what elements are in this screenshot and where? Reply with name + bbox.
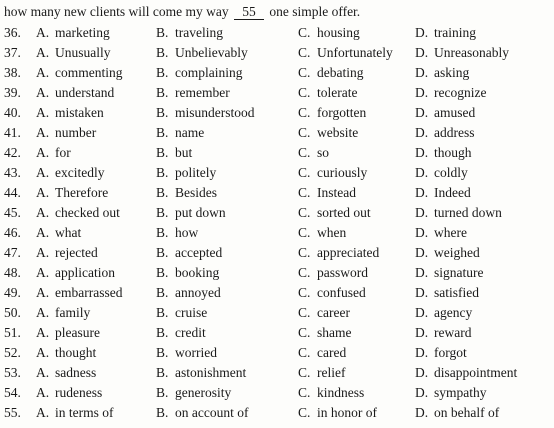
option-text: housing	[317, 25, 360, 40]
question-number: 52.	[4, 345, 21, 360]
option-text: application	[55, 265, 115, 280]
option-d	[415, 343, 467, 363]
option-text: Unbelievably	[175, 45, 248, 60]
option-a	[36, 103, 104, 123]
option-text: rejected	[55, 245, 98, 260]
option-letter: D.	[415, 125, 429, 140]
option-c	[298, 303, 350, 323]
question-number: 38.	[4, 65, 21, 80]
option-text: Unfortunately	[317, 45, 393, 60]
option-text: confused	[317, 285, 366, 300]
option-a	[36, 83, 114, 103]
option-c	[298, 223, 346, 243]
intro-blank: 55	[234, 5, 264, 20]
option-text: Indeed	[434, 185, 471, 200]
option-text: recognize	[434, 85, 487, 100]
option-text: what	[55, 225, 82, 240]
question-number: 48.	[4, 265, 21, 280]
option-c	[298, 123, 358, 143]
option-letter: A.	[36, 205, 50, 220]
option-text: curiously	[317, 165, 368, 180]
option-letter: B.	[156, 145, 169, 160]
option-d	[415, 43, 509, 63]
option-b	[156, 203, 226, 223]
question-row	[4, 303, 554, 323]
question-row	[4, 343, 554, 363]
option-d	[415, 163, 468, 183]
question-row	[4, 263, 554, 283]
option-letter: B.	[156, 225, 169, 240]
option-letter: C.	[298, 405, 311, 420]
option-d	[415, 123, 475, 143]
option-text: understand	[55, 85, 115, 100]
option-letter: B.	[156, 105, 169, 120]
option-letter: C.	[298, 105, 311, 120]
question-number: 40.	[4, 105, 21, 120]
option-b	[156, 63, 243, 83]
option-text: password	[317, 265, 368, 280]
question-number: 53.	[4, 365, 21, 380]
option-letter: B.	[156, 25, 169, 40]
option-text: for	[55, 145, 71, 160]
option-c	[298, 343, 346, 363]
question-number: 36.	[4, 25, 21, 40]
option-letter: C.	[298, 225, 311, 240]
option-a	[36, 203, 120, 223]
option-letter: A.	[36, 65, 50, 80]
option-c	[298, 63, 364, 83]
option-text: astonishment	[175, 365, 247, 380]
question-row	[4, 123, 554, 143]
question-number: 50.	[4, 305, 21, 320]
option-text: on behalf of	[434, 405, 500, 420]
option-b	[156, 103, 255, 123]
option-letter: B.	[156, 125, 169, 140]
option-text: reward	[434, 325, 472, 340]
option-letter: D.	[415, 285, 429, 300]
option-letter: A.	[36, 45, 50, 60]
option-b	[156, 403, 248, 423]
option-d	[415, 203, 502, 223]
option-text: checked out	[55, 205, 120, 220]
option-letter: D.	[415, 245, 429, 260]
option-letter: A.	[36, 125, 50, 140]
option-letter: D.	[415, 105, 429, 120]
question-number: 42.	[4, 145, 21, 160]
option-letter: A.	[36, 345, 50, 360]
option-letter: C.	[298, 165, 311, 180]
option-letter: A.	[36, 285, 50, 300]
option-text: forgotten	[317, 105, 367, 120]
question-row	[4, 83, 554, 103]
option-text: Instead	[317, 185, 356, 200]
option-text: debating	[317, 65, 364, 80]
option-d	[415, 63, 469, 83]
question-number: 51.	[4, 325, 21, 340]
option-text: where	[434, 225, 467, 240]
question-number: 55.	[4, 405, 21, 420]
option-letter: A.	[36, 245, 50, 260]
option-text: when	[317, 225, 347, 240]
option-c	[298, 383, 364, 403]
option-text: Besides	[175, 185, 217, 200]
option-a	[36, 243, 98, 263]
option-text: credit	[175, 325, 206, 340]
option-letter: B.	[156, 45, 169, 60]
option-d	[415, 403, 499, 423]
option-d	[415, 383, 487, 403]
option-c	[298, 163, 367, 183]
option-letter: A.	[36, 85, 50, 100]
option-text: family	[55, 305, 91, 320]
option-letter: B.	[156, 405, 169, 420]
option-text: shame	[317, 325, 352, 340]
option-text: booking	[175, 265, 220, 280]
option-b	[156, 83, 230, 103]
question-number: 47.	[4, 245, 21, 260]
option-d	[415, 83, 486, 103]
option-d	[415, 143, 472, 163]
option-b	[156, 163, 216, 183]
option-letter: C.	[298, 385, 311, 400]
question-number: 46.	[4, 225, 21, 240]
option-letter: A.	[36, 365, 50, 380]
option-text: name	[175, 125, 205, 140]
option-d	[415, 223, 467, 243]
option-b	[156, 363, 246, 383]
question-row	[4, 183, 554, 203]
question-number: 54.	[4, 385, 21, 400]
option-letter: B.	[156, 345, 169, 360]
option-text: on account of	[175, 405, 249, 420]
option-text: commenting	[55, 65, 123, 80]
option-letter: C.	[298, 185, 311, 200]
option-b	[156, 283, 221, 303]
option-text: mistaken	[55, 105, 104, 120]
option-b	[156, 223, 198, 243]
option-letter: B.	[156, 85, 169, 100]
option-text: put down	[175, 205, 226, 220]
question-row	[4, 223, 554, 243]
option-text: sadness	[55, 365, 97, 380]
option-a	[36, 223, 81, 243]
option-a	[36, 323, 100, 343]
question-number: 44.	[4, 185, 21, 200]
option-a	[36, 163, 104, 183]
option-a	[36, 23, 110, 43]
option-letter: D.	[415, 65, 429, 80]
option-text: career	[317, 305, 350, 320]
option-b	[156, 243, 222, 263]
question-row	[4, 383, 554, 403]
option-text: excitedly	[55, 165, 105, 180]
option-text: sorted out	[317, 205, 371, 220]
option-letter: A.	[36, 225, 50, 240]
option-a	[36, 143, 71, 163]
question-row	[4, 323, 554, 343]
option-text: kindness	[317, 385, 365, 400]
option-c	[298, 23, 360, 43]
option-letter: B.	[156, 245, 169, 260]
option-letter: C.	[298, 205, 311, 220]
option-letter: A.	[36, 265, 50, 280]
option-a	[36, 283, 122, 303]
option-c	[298, 103, 366, 123]
option-b	[156, 23, 223, 43]
option-d	[415, 103, 475, 123]
option-b	[156, 303, 207, 323]
option-text: annoyed	[175, 285, 221, 300]
option-d	[415, 323, 471, 343]
option-text: turned down	[434, 205, 502, 220]
question-row	[4, 283, 554, 303]
option-c	[298, 143, 329, 163]
option-text: cruise	[175, 305, 208, 320]
option-text: embarrassed	[55, 285, 123, 300]
option-letter: C.	[298, 65, 311, 80]
option-letter: C.	[298, 45, 311, 60]
option-text: thought	[55, 345, 97, 360]
option-a	[36, 383, 102, 403]
option-text: number	[55, 125, 97, 140]
option-a	[36, 63, 123, 83]
question-number: 43.	[4, 165, 21, 180]
question-row	[4, 43, 554, 63]
option-text: politely	[175, 165, 217, 180]
option-letter: D.	[415, 305, 429, 320]
option-letter: D.	[415, 25, 429, 40]
option-letter: C.	[298, 305, 311, 320]
option-letter: B.	[156, 205, 169, 220]
option-text: worried	[175, 345, 217, 360]
option-text: generosity	[175, 385, 232, 400]
option-b	[156, 43, 248, 63]
option-letter: A.	[36, 25, 50, 40]
option-letter: D.	[415, 205, 429, 220]
option-text: but	[175, 145, 193, 160]
option-text: Therefore	[55, 185, 109, 200]
option-b	[156, 263, 219, 283]
question-row	[4, 243, 554, 263]
option-letter: D.	[415, 185, 429, 200]
option-text: Unreasonably	[434, 45, 509, 60]
option-c	[298, 403, 377, 423]
option-b	[156, 143, 192, 163]
option-a	[36, 343, 96, 363]
option-letter: D.	[415, 345, 429, 360]
question-number: 37.	[4, 45, 21, 60]
option-d	[415, 183, 471, 203]
intro-sentence	[4, 3, 360, 21]
option-text: weighed	[434, 245, 480, 260]
option-letter: D.	[415, 145, 429, 160]
option-letter: B.	[156, 165, 169, 180]
question-row	[4, 163, 554, 183]
option-letter: C.	[298, 145, 311, 160]
option-b	[156, 343, 217, 363]
option-text: asking	[434, 65, 470, 80]
question-row	[4, 203, 554, 223]
option-letter: B.	[156, 185, 169, 200]
question-row	[4, 363, 554, 383]
option-text: marketing	[55, 25, 110, 40]
option-a	[36, 303, 90, 323]
option-letter: D.	[415, 325, 429, 340]
option-text: pleasure	[55, 325, 100, 340]
question-row	[4, 63, 554, 83]
option-d	[415, 23, 476, 43]
option-letter: B.	[156, 265, 169, 280]
option-text: in terms of	[55, 405, 114, 420]
option-text: though	[434, 145, 472, 160]
option-letter: C.	[298, 325, 311, 340]
option-letter: B.	[156, 305, 169, 320]
option-letter: C.	[298, 125, 311, 140]
option-text: so	[317, 145, 330, 160]
option-letter: B.	[156, 65, 169, 80]
option-letter: D.	[415, 45, 429, 60]
option-c	[298, 283, 366, 303]
option-text: complaining	[175, 65, 243, 80]
option-d	[415, 263, 484, 283]
option-text: cared	[317, 345, 347, 360]
option-text: agency	[434, 305, 473, 320]
option-c	[298, 363, 345, 383]
option-letter: B.	[156, 285, 169, 300]
option-letter: C.	[298, 245, 311, 260]
question-row	[4, 103, 554, 123]
option-text: website	[317, 125, 359, 140]
option-letter: D.	[415, 405, 429, 420]
option-text: disappointment	[434, 365, 518, 380]
option-text: Unusually	[55, 45, 111, 60]
option-text: tolerate	[317, 85, 358, 100]
option-text: coldly	[434, 165, 468, 180]
question-row	[4, 23, 554, 43]
option-text: forgot	[434, 345, 467, 360]
option-letter: A.	[36, 385, 50, 400]
option-c	[298, 203, 371, 223]
option-text: relief	[317, 365, 346, 380]
option-b	[156, 383, 231, 403]
option-letter: A.	[36, 305, 50, 320]
option-d	[415, 243, 480, 263]
option-c	[298, 263, 368, 283]
option-text: remember	[175, 85, 230, 100]
option-text: amused	[434, 105, 476, 120]
option-a	[36, 123, 96, 143]
option-b	[156, 183, 217, 203]
option-d	[415, 283, 479, 303]
question-number: 41.	[4, 125, 21, 140]
option-letter: A.	[36, 105, 50, 120]
option-letter: A.	[36, 185, 50, 200]
intro-text-before: how many new clients will come my way	[4, 4, 229, 19]
option-letter: C.	[298, 265, 311, 280]
option-text: how	[175, 225, 199, 240]
option-d	[415, 303, 472, 323]
question-row	[4, 403, 554, 423]
question-number: 45.	[4, 205, 21, 220]
option-c	[298, 323, 352, 343]
option-letter: B.	[156, 385, 169, 400]
option-letter: C.	[298, 85, 311, 100]
question-number: 39.	[4, 85, 21, 100]
option-text: signature	[434, 265, 484, 280]
option-c	[298, 83, 357, 103]
option-text: training	[434, 25, 476, 40]
option-a	[36, 363, 96, 383]
option-a	[36, 403, 114, 423]
option-a	[36, 263, 115, 283]
option-text: traveling	[175, 25, 223, 40]
option-letter: D.	[415, 265, 429, 280]
option-letter: A.	[36, 325, 50, 340]
question-list	[4, 23, 554, 423]
option-letter: C.	[298, 365, 311, 380]
option-text: rudeness	[55, 385, 103, 400]
option-text: satisfied	[434, 285, 479, 300]
option-text: sympathy	[434, 385, 487, 400]
option-letter: A.	[36, 145, 50, 160]
option-text: misunderstood	[175, 105, 255, 120]
option-letter: D.	[415, 85, 429, 100]
option-letter: C.	[298, 345, 311, 360]
option-c	[298, 183, 356, 203]
option-letter: C.	[298, 285, 311, 300]
option-letter: A.	[36, 165, 50, 180]
question-row	[4, 143, 554, 163]
option-a	[36, 183, 108, 203]
option-b	[156, 123, 204, 143]
option-c	[298, 43, 393, 63]
question-number: 49.	[4, 285, 21, 300]
option-text: in honor of	[317, 405, 377, 420]
intro-text-after: one simple offer.	[269, 4, 361, 19]
option-letter: D.	[415, 225, 429, 240]
option-text: appreciated	[317, 245, 380, 260]
option-letter: D.	[415, 385, 429, 400]
option-c	[298, 243, 379, 263]
option-letter: B.	[156, 365, 169, 380]
option-text: address	[434, 125, 475, 140]
option-text: accepted	[175, 245, 223, 260]
option-letter: B.	[156, 325, 169, 340]
option-b	[156, 323, 206, 343]
option-a	[36, 43, 111, 63]
option-letter: C.	[298, 25, 311, 40]
option-letter: D.	[415, 165, 429, 180]
option-letter: A.	[36, 405, 50, 420]
option-d	[415, 363, 517, 383]
option-letter: D.	[415, 365, 429, 380]
